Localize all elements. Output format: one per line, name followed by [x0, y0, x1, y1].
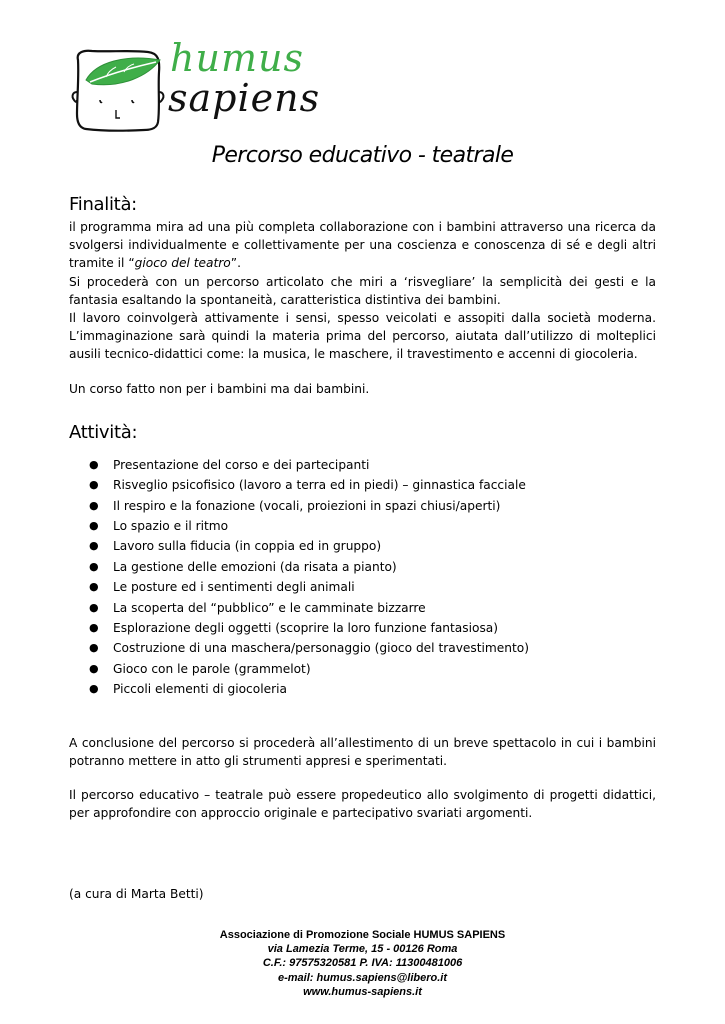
footer-tax-codes: C.F.: 97575320581 P. IVA: 11300481006 [262, 957, 463, 970]
logo-word-humus: humus [170, 36, 304, 80]
footer-website: www.humus-sapiens.it [303, 985, 422, 998]
text-run: bambini. [312, 381, 370, 396]
page-title: Percorso educativo - teatrale [211, 143, 514, 168]
logo-word-sapiens: sapiens [168, 76, 321, 120]
bullet-icon: ● [89, 621, 99, 635]
footer-association: Associazione di Promozione Sociale HUMUS SAPIENS [219, 929, 506, 941]
emphasis-dai: dai [293, 381, 313, 396]
list-item: ● Lavoro sulla fiducia (in coppia ed in gruppo) [69, 536, 656, 556]
paragraph-propedeutico: Il percorso educativo – teatrale può essere propedeutico allo svolgimento di progetti didattici, per approfondire con approccio originale e partecipativo svariati argomenti. [69, 788, 656, 821]
bullet-icon: ● [89, 478, 99, 492]
humus-sapiens-logo [70, 36, 340, 137]
heading-finalita: Finalità: [69, 194, 137, 215]
list-item: ● Esplorazione degli oggetti (scoprire la loro funzione fantasiosa) [69, 618, 656, 638]
text-run: i bambini ma [206, 381, 294, 396]
text-run: ”. [230, 256, 241, 271]
bullet-icon: ● [89, 457, 99, 471]
bullet-icon: ● [89, 682, 99, 696]
heading-attivita: Attività: [69, 421, 138, 443]
list-item: ● Le posture ed i sentimenti degli animali [69, 577, 656, 597]
bullet-icon: ● [89, 580, 99, 594]
paragraph-motto [69, 380, 656, 398]
author-credit: (a cura di Marta Betti) [69, 886, 204, 901]
bullet-icon: ● [89, 539, 99, 553]
text-run: Un corso fatto non [69, 381, 186, 396]
paragraph-finalita-2: Si procederà con un percorso articolato che miri a ‘risvegliare’ la semplicità dei gesti e la fantasia esaltando la spontaneità, caratteristica distintiva dei bambini. [69, 274, 656, 307]
list-item: ● Il respiro e la fonazione (vocali, proiezioni in spazi chiusi/aperti) [69, 496, 656, 516]
list-item: ● Costruzione di una maschera/personaggio (gioco del travestimento) [69, 638, 656, 658]
text-run: il programma mira ad una più completa collaborazione con i bambini attraverso una ricerca da svolgersi individualmente e collettivamente per una coscienza e conoscenza di sé e degli altri tramite il “ [69, 220, 656, 271]
list-item: ● La scoperta del “pubblico” e le camminate bizzarre [69, 598, 656, 618]
document-body [69, 192, 656, 903]
list-item: ● Lo spazio e il ritmo [69, 516, 656, 536]
activity-list [69, 455, 656, 700]
bullet-icon: ● [89, 519, 99, 533]
list-item: ● Piccoli elementi di giocoleria [69, 679, 656, 699]
footer-email: e-mail: humus.sapiens@libero.it [277, 971, 448, 984]
bullet-icon: ● [89, 559, 99, 573]
list-item: ● La gestione delle emozioni (da risata a pianto) [69, 557, 656, 577]
emphasis-gioco-del-teatro: gioco del teatro [134, 256, 231, 271]
list-item: ● Gioco con le parole (grammelot) [69, 659, 656, 679]
list-item: ● Risveglio psicofisico (lavoro a terra ed in piedi) – ginnastica facciale [69, 475, 656, 495]
paragraph-finalita-3: Il lavoro coinvolgerà attivamente i sensi, spesso veicolati e assopiti dalla società moderna. L’immaginazione sarà quindi la materia prima del percorso, aiutata dall’utilizzo di molteplici ausili tecnico-didattici come: la musica, le maschere, il travestimento e accenni di giocoleria. [69, 311, 656, 362]
paragraph-finalita-1 [69, 218, 656, 273]
footer [0, 928, 725, 999]
bullet-icon: ● [89, 600, 99, 614]
emphasis-per: per [185, 381, 207, 396]
bullet-icon: ● [89, 661, 99, 675]
bullet-icon: ● [89, 498, 99, 512]
paragraph-conclusione: A conclusione del percorso si procederà all’allestimento di un breve spettacolo in cui i bambini potranno mettere in atto gli strumenti appresi e sperimentati. [69, 735, 656, 768]
footer-address: via Lamezia Terme, 15 - 00126 Roma [267, 943, 458, 956]
list-item: ● Presentazione del corso e dei partecipanti [69, 455, 656, 475]
bullet-icon: ● [89, 641, 99, 655]
